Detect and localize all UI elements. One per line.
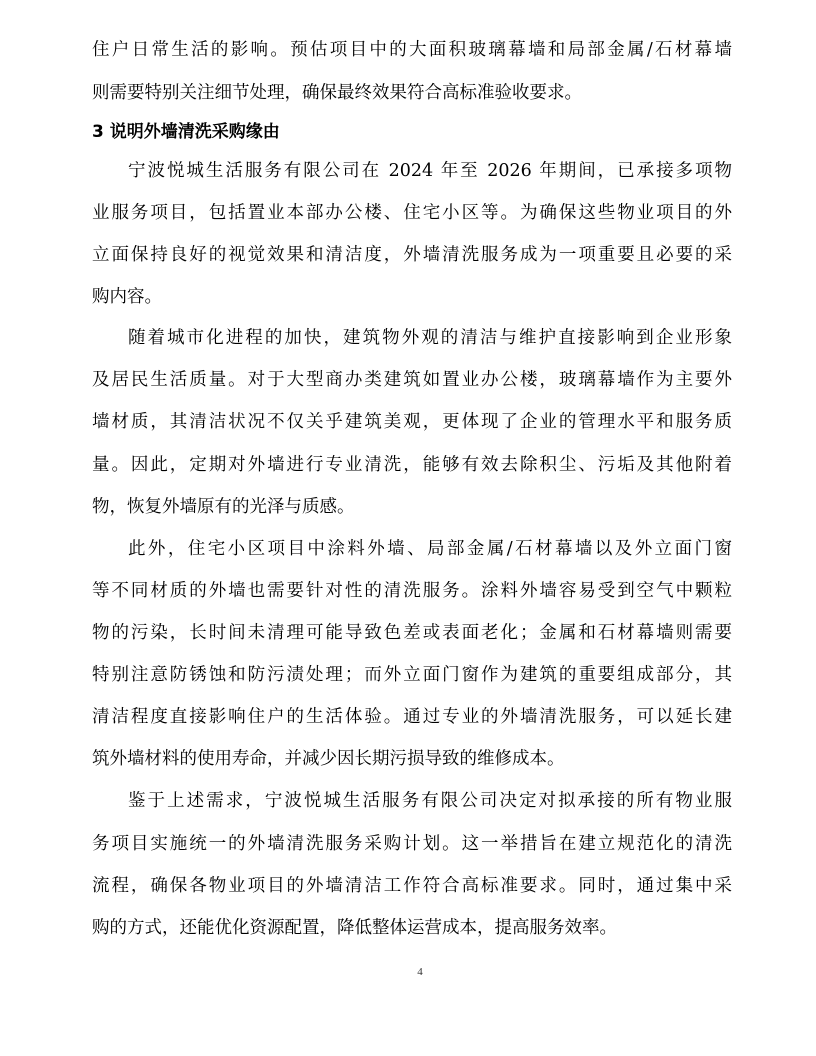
paragraph-1-line: 购内容。 <box>92 287 162 307</box>
body-text-line: 则需要特别关注细节处理，确保最终效果符合高标准验收要求。 <box>92 83 582 103</box>
paragraph-4-line: 购的方式，还能优化资源配置，降低整体运营成本，提高服务效率。 <box>92 918 617 938</box>
paragraph-4-line: 务项目实施统一的外墙清洗服务采购计划。这一举措旨在建立规范化的清洗 <box>92 834 732 854</box>
paragraph-2-line: 墙材质，其清洁状况不仅关乎建筑美观，更体现了企业的管理水平和服务质 <box>92 412 732 432</box>
section-heading: 3 说明外墙清洗采购缘由 <box>92 122 280 142</box>
page-number: 4 <box>417 966 423 978</box>
paragraph-3-line: 筑外墙材料的使用寿命，并减少因长期污损导致的维修成本。 <box>92 749 565 769</box>
paragraph-2-line: 及居民生活质量。对于大型商办类建筑如置业办公楼，玻璃幕墙作为主要外 <box>92 370 732 390</box>
paragraph-3-line: 等不同材质的外墙也需要针对性的清洗服务。涂料外墙容易受到空气中颗粒 <box>92 581 732 601</box>
paragraph-1-line: 立面保持良好的视觉效果和清洁度，外墙清洗服务成为一项重要且必要的采 <box>92 245 732 265</box>
paragraph-3-line: 清洁程度直接影响住户的生活体验。通过专业的外墙清洗服务，可以延长建 <box>92 707 732 727</box>
paragraph-4-line: 流程，确保各物业项目的外墙清洁工作符合高标准要求。同时，通过集中采 <box>92 876 732 896</box>
paragraph-2-line: 随着城市化进程的加快，建筑物外观的清洁与维护直接影响到企业形象 <box>128 328 732 348</box>
paragraph-2-line: 量。因此，定期对外墙进行专业清洗，能够有效去除积尘、污垢及其他附着 <box>92 455 732 475</box>
paragraph-3-line: 物的污染，长时间未清理可能导致色差或表面老化；金属和石材幕墙则需要 <box>92 623 732 643</box>
paragraph-4-line: 鉴于上述需求，宁波悦城生活服务有限公司决定对拟承接的所有物业服 <box>128 791 732 811</box>
paragraph-3-line: 特别注意防锈蚀和防污渍处理；而外立面门窗作为建筑的重要组成部分，其 <box>92 665 732 685</box>
paragraph-1-line: 业服务项目，包括置业本部办公楼、住宅小区等。为确保这些物业项目的外 <box>92 203 732 223</box>
paragraph-3-line: 此外，住宅小区项目中涂料外墙、局部金属/石材幕墙以及外立面门窗 <box>128 539 732 559</box>
paragraph-2-line: 物，恢复外墙原有的光泽与质感。 <box>92 497 355 517</box>
body-text-line: 住户日常生活的影响。预估项目中的大面积玻璃幕墙和局部金属/石材幕墙 <box>92 40 732 60</box>
paragraph-1-line: 宁波悦城生活服务有限公司在 2024 年至 2026 年期间，已承接多项物 <box>128 161 732 181</box>
